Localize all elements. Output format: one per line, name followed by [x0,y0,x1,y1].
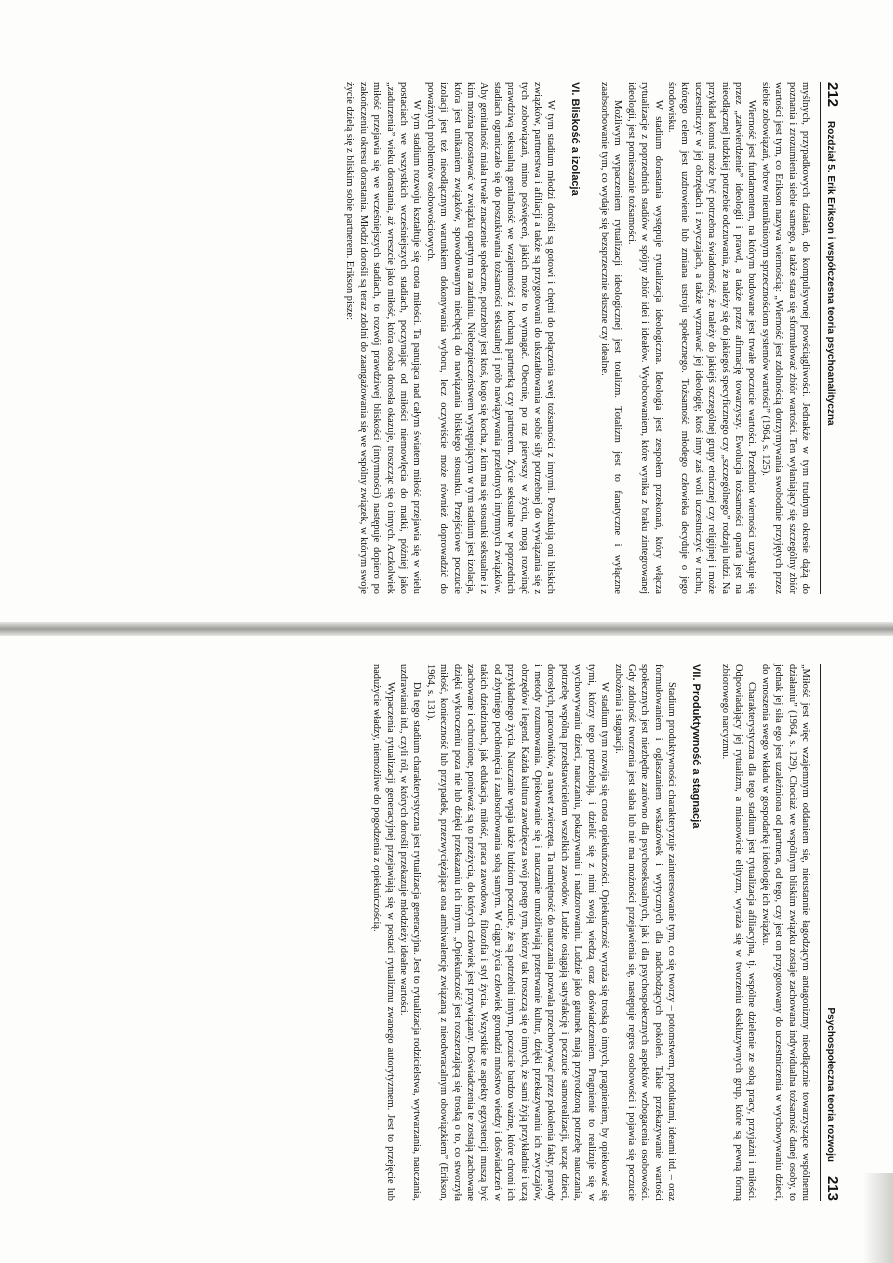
paragraph: W stadium tym rozwija się cnota opiekuńczości. Opiekuńczość wyraża się troską o innych, pragnieniem, by opiekować się tymi, którzy tego potrzebują, i dzielić się z nimi swoją wiedzą oraz doświadczeniem. Pragnienie to realizuje się w wychowywaniu dzieci, nauczaniu, pokazywaniu i nadzorowaniu. Ludzie jako gatunek mają przyrodzoną potrzebę nauczania, potrzebę wspólną przedstawicielom wszelkich zawodów. Ludzie osiągają satysfakcję i poczucie samorealizacji, ucząc dzieci, dorosłych, pracowników, a nawet zwierzęta. Ta namiętność do nauczania pozwala przechowywać przez pokolenia fakty, prawdy i metody rozumowania. Opiekowanie się i nauczanie umożliwiają przetrwanie kultur, dzięki przekazywaniu ich zwyczajów, obrzędów i legend. Każda kultura zawdzięcza swój postęp tym, którzy tak troszczą się o innych, że sami żyją przykładnie i uczą przykładnego życia. Nauczanie wpaja także ludziom poczucie, że są potrzebni innym, poczucie bardzo ważne, które chroni ich od zbytniego pochłonięcia i zaabsorbowania sobą samym. W ciągu życia człowiek gromadzi mnóstwo wiedzy i doświadczeń w takich dziedzinach, jak edukacja, miłość, praca zawodowa, filozofia i styl życia. Wszystkie te aspekty egzystencji muszą być zachowane i ochronione, ponieważ są to przeżycia, do których człowiek jest przywiązany. Doświadczenia te zostają zachowane dzięki wykroczeniu poza nie lub dzięki przekazaniu ich innym. „Opiekuńczość jest rozszerzającą się troską o to, co stworzyła miłość, konieczność lub przypadek, przezwyciężająca ona ambiwalencję związaną z nieodwracalnym obowiązkiem” (Erikson, 1964, s. 131). [424,664,611,1201]
scan-shadow [863,1173,893,1263]
paragraph: Możliwym wypaczeniem rytualizacji ideologicznej jest totalizm. Totalizm jest to fanatyczne i wyłączne zaabsorbowanie tym, co wydaje się bezsprzecznie słuszne czy idealne. [598,82,624,594]
paragraph: „Miłość jest więc wzajemnym oddaniem się, nieustannie łagodzącym antagonizmy nieodłącznie towarzyszące wspólnemu działaniu” (1964, s. 129). Chociaż we wspólnym bliskim związku zostaje zachowana indywidualna tożsamość danej osoby, to jednak jej siła ego jest uzależniona od partnera, od tego, czy jest on przygotowany do uczestniczenia w wychowywaniu dzieci, do wnoszenia swego wkładu w gospodarkę i ideologię ich związku. [759,664,811,1201]
paragraph: Stadium produktywności charakteryzuje zainteresowanie tym, co się tworzy – potomstwem, produktami, ideami itd. – oraz formułowaniem i oglaszaniem wskazówek i wytycznych dla nadchodzących pokoleń. Takie przekazywanie wartości społecznych jest niezbędne zarówno dla psychoseksualnych, jak i dla psychospołecznych aspektów wzbogacenia osobowości. Gdy zdolność tworzenia jest słaba lub nie ma możności przejawienia się, następuje regres osobowości i pojawia się poczucie zubożenia i stagnacji. [612,664,678,1201]
page-number: 212 [824,82,841,108]
left-page [0,0,893,620]
section-heading: VII. Produktywność a stagnacja [690,664,703,829]
paragraph: Wypaczenia rytualizacji generacyjnej przejawiają się w postaci rytualizmu zwanego autorytyzmem. Jest to przejęcie lub nadużycie władzy, niemożliwe do pogodzenia z opiekuńczością. [371,664,396,1201]
paragraph: W tym stadium rozwoju kształtuje się cnota miłości. Ta panująca nad całym światem miłość przejawia się w wielu postaciach we wszystkich wcześniejszych stadiach, poczynając od miłości niemowlęcia do matki, później jako „zadurzenia” wieku dorastania, aż wreszcie jako miłość, która osoba dorosła okazuje, troszcząc się o innych. Aczkolwiek miłość przejawia się we wcześniejszych stadiach, to rozwój prawdziwej bliskości (intymności) następuje dopiero po zakończeniu okresu dorastania. Młodzi dorośli są teraz zdolni do zaangażowania się we wspólny związek, w którym swoje życie dzielą się z bliskim sobie partnerem. Erikson pisze: [344,82,423,594]
running-head [820,82,841,594]
section-heading: VI. Bliskość a izolacja [569,82,582,196]
paragraph: myślnych, przypadkowych działań, do kompulsywnej powściągliwości. Jednakże w tym trudnym okresie dążą do poznania i zrozumienia siebie samego, a także stara się sformułować zbiór wartości. Ten wyłaniający się szczególny zbiór wartości jest tym, co Erikson nazywa wiernością: „Wierność jest zdolnością dotrzymywania swobodnie przyjętych przez siebie zobowiązań, wbrew nieuniknionym sprzecznościom systemów wartości” (1964, s. 125). [759,82,811,594]
book-spine-shadow [0,622,893,636]
right-page [0,640,893,1263]
paragraph: W tym stadium młodzi dorośli są gotowi i chętni do połączenia swej tożsamości z innymi. Poszukują oni bliskich związków, partnerstwa i afiliacji a także są przygotowani do ukształtowania w sobie siły potrzebnej do wywiązania się z tych zobowiązań, mimo poświęceń, jakich może to wymagać. Obecnie, po raz pierwszy w życiu, mogą rozwinąć prawdziwą seksualną genitalność we wzajemności z kochaną partnerką czy partnerem. Życie seksualne w poprzednich stadiach ograniczało się do poszukiwania tożsamości seksualnej i prób nawiązywania przelotnych intymnych związków. Aby genitalność miała trwałe znaczenie społeczne, potrzebny jest ktoś, kogo się kocha, z kim ma się stosunki seksualne i z kim można pozostawać w związku opartym na zaufaniu. Niebezpieczeństwem występującym w tym stadium jest izolacja, która jest unikaniem związków, spowodowanym niechęcią do nawiązania bliskiego stosunku. Przejściowe poczucie izolacji jest też nieodłącznym warunkiem dokonywania wyboru, lecz oczywiście może również doprowadzić do poważnych problemów osobowościowych. [424,82,557,594]
paragraph: Charakterystyczna dla tego stadium jest rytualizacja afiliacyjna, tj. wspólne dzielenie ze sobą pracy, przyjaźni i miłości. Odpowiadający jej rytualizm, a mianowicie elityzm, wyraża się w tworzeniu ekskluzywnych grup, które są pewną formą zbiorowego narcyzmu. [719,664,758,1201]
running-head [820,664,841,1201]
paragraph: W stadium dorastania występuje rytualizacja ideologiczna. Ideologia jest zespołem przekonań, który włącza rytualizacje z poprzednich stadiów w spójny zbiór idei i ideałów. Wyobcowaniem, które wynika z braku zintegrowanej ideologii, jest pomieszanie tożsamości. [625,82,664,594]
page-number: 213 [824,1175,841,1201]
running-head-title: Rozdział 5. Erik Erikson i współczesna teoria psychoanalityczna [825,121,836,426]
paragraph: Dla tego stadium charakterystyczna jest rytualizacja generacyjna. Jest to rytualizacja rodzicielstwa, wytwarzania, nauczania, uzdrawiania itd., czyli ról, w których dorośli przekazuje młodzieży ideałne wartości. [398,664,423,1201]
running-head-title: Psychospołeczna teoria rozwoju [825,1007,836,1162]
paragraph: Wierność jest fundamentem, na którym budowane jest trwałe poczucie wartości. Przedmiot wierności uzyskuje się przez „zatwierdzenie” ideologii i prawd, a także przez afirmację towarzyszy. Ewolucja tożsamości oparta jest na nieodłącznej ludzkiej potrzebie odczuwania, że należy się do jakiegoś specyficznego czy „szczególnego” rodzaju ludzi. Na przykład komuś może być potrzebna świadomość, że należy do jakiejś szczególnej grupy etnicznej czy religijnej i może uczestniczyć w jej obrzędach i zwyczajach, a także wyznawać jej ideologię; ktoś inny zaś woli uczestniczyć w ruchu, którego celem jest uzdrowienie lub zmiana ustroju społecznego. Tożsamość młodego człowieka decyduje o jego środowisku. [665,82,758,594]
